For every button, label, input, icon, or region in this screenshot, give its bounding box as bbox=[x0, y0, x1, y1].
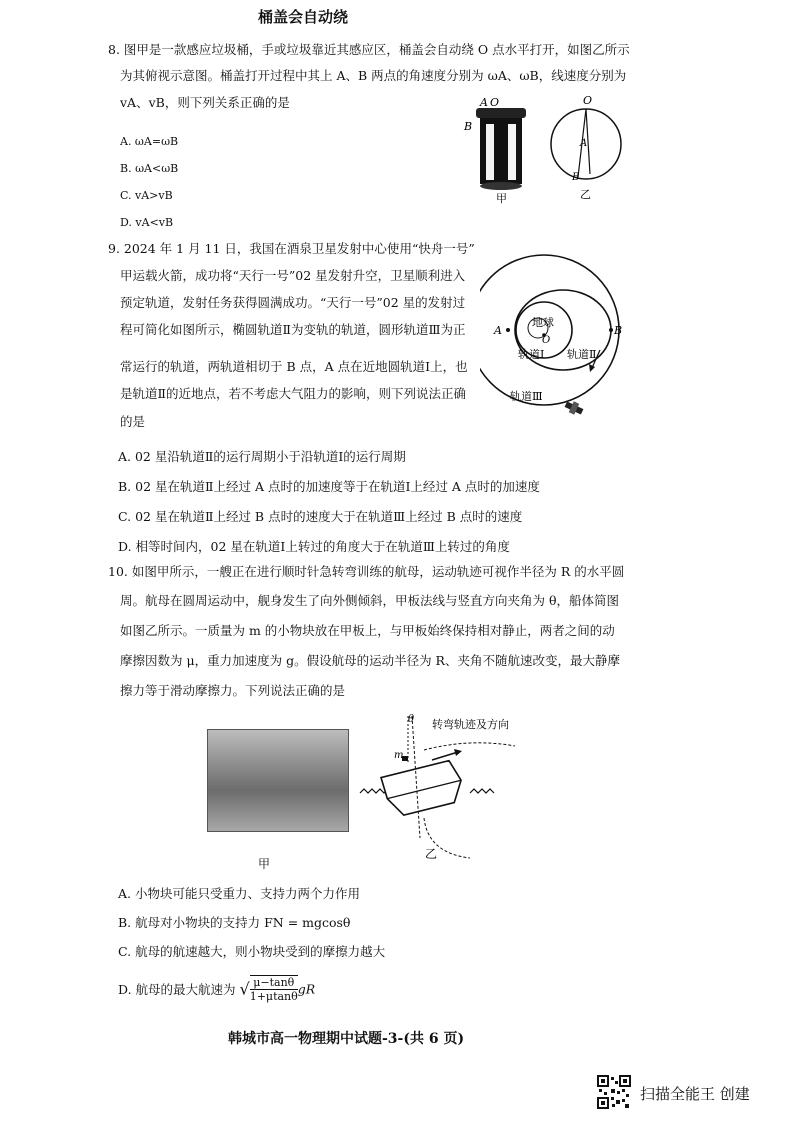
q10-line-2: 周。航母在圆周运动中，舰身发生了向外侧倾斜，甲板法线与竖直方向夹角为 θ，船体简图 bbox=[120, 593, 620, 608]
q9-option-d: D. 相等时间内，02 星在轨道Ⅰ上转过的角度大于在轨道Ⅲ上转过的角度 bbox=[118, 539, 510, 554]
q10-option-b: B. 航母对小物块的支持力 FN = mgcosθ bbox=[118, 915, 351, 930]
q8-label-a-yi: A bbox=[580, 138, 588, 149]
q9-label-orbit2: 轨道Ⅱ bbox=[567, 348, 597, 361]
q9-label-b: B bbox=[614, 324, 623, 337]
q8-caption-yi: 乙 bbox=[580, 188, 591, 200]
q9-option-c: C. 02 星在轨道Ⅱ上经过 B 点时的速度大于在轨道Ⅲ上经过 B 点时的速度 bbox=[118, 509, 523, 524]
q9-label-orbit3: 轨道Ⅲ bbox=[510, 390, 543, 403]
q9-line-6: 是轨道Ⅱ的近地点，若不考虑大气阻力的影响，则下列说法正确 bbox=[120, 386, 466, 401]
q8-figure-jia bbox=[462, 94, 542, 206]
page-footer: 韩城市高一物理期中试题-3-(共 6 页) bbox=[228, 1031, 465, 1047]
q10-line-4: 摩擦因数为 μ，重力加速度为 g。假设航母的运动半径为 R、夹角不随航速改变，最大静摩 bbox=[120, 653, 620, 668]
q9-line-3: 预定轨道，发射任务获得圆满成功。“天行一号”02 星的发射过 bbox=[120, 295, 466, 310]
q8-label-a-jia: A bbox=[480, 96, 488, 109]
q8-line-2: 为其俯视示意图。桶盖打开过程中其上 A、B 两点的角速度分别为 ωA、ωB，线速度分别为 bbox=[120, 68, 627, 83]
q8-line-3: vA、vB，则下列关系正确的是 bbox=[120, 95, 290, 110]
q10-option-d-formula: √ $\frac{\mu-\tan\theta}{1+\mu\tan\theta}$ gR bbox=[239, 976, 316, 1004]
q10-label-turn: 转弯轨迹及方向 bbox=[432, 718, 509, 731]
q9-line-1: 9. 2024 年 1 月 11 日，我国在酒泉卫星发射中心使用“快舟一号” bbox=[108, 241, 475, 256]
q8-label-o-jia: O bbox=[490, 96, 500, 109]
q9-line-4: 程可简化如图所示，椭圆轨道Ⅱ为变轨的轨道，圆形轨道Ⅲ为正 bbox=[120, 322, 466, 337]
q8-label-b-yi: B bbox=[572, 172, 580, 183]
q10-option-c: C. 航母的航速越大，则小物块受到的摩擦力越大 bbox=[118, 944, 386, 959]
q8-option-a: A. ωA=ωB bbox=[120, 135, 179, 148]
q9-orbit-figure bbox=[480, 240, 640, 430]
q9-label-orbit1: 轨道Ⅰ bbox=[518, 348, 545, 361]
q10-carrier-photo bbox=[207, 729, 349, 832]
ship-hull bbox=[381, 759, 466, 818]
q10-line-1: 10. 如图甲所示，一艘正在进行顺时针急转弯训练的航母，运动轨迹可视作半径为 R 的水平圆 bbox=[108, 564, 625, 579]
q10-line-3: 如图乙所示。一质量为 m 的小物块放在甲板上，与甲板始终保持相对静止，两者之间的动 bbox=[120, 623, 615, 638]
q9-line-2: 甲运载火箭，成功将“天行一号”02 星发射升空，卫星顺利进入 bbox=[120, 268, 466, 283]
q10-option-d bbox=[118, 975, 315, 1003]
q8-option-c: C. vA>vB bbox=[120, 189, 173, 202]
q8-label-o-yi: O bbox=[583, 94, 593, 107]
q10-ship-diagram bbox=[350, 708, 530, 868]
scanner-watermark: 扫描全能王 创建 bbox=[640, 1085, 750, 1103]
q10-option-a: A. 小物块可能只受重力、支持力两个力作用 bbox=[118, 886, 360, 901]
q10-label-theta: θ bbox=[408, 714, 415, 725]
q8-caption-jia: 甲 bbox=[496, 192, 507, 205]
q8-line-1: 8. 图甲是一款感应垃圾桶，手或垃圾靠近其感应区，桶盖会自动绕 O 点水平打开，如图乙所示 bbox=[108, 42, 630, 57]
q10-caption-jia: 甲 bbox=[258, 857, 271, 871]
q8-label-b-jia: B bbox=[464, 120, 473, 133]
qr-code-icon bbox=[597, 1075, 631, 1109]
q10-option-d-den: 1+μtanθ bbox=[249, 990, 298, 1004]
q8-figure-yi bbox=[548, 94, 628, 200]
q10-line-5: 擦力等于滑动摩擦力。下列说法正确的是 bbox=[120, 683, 346, 698]
q9-label-o: O bbox=[542, 335, 551, 346]
q10-caption-yi: 乙 bbox=[425, 847, 438, 861]
q10-option-d-prefix: D. 航母的最大航速为 bbox=[118, 982, 236, 998]
q10-option-d-num: μ−tanθ bbox=[250, 976, 298, 990]
q9-line-7: 的是 bbox=[120, 414, 146, 429]
q8-option-d: D. vA<vB bbox=[120, 216, 174, 229]
q9-line-5: 常运行的轨道，两轨道相切于 B 点，A 点在近地圆轨道Ⅰ上，也 bbox=[120, 359, 468, 374]
q9-label-a: A bbox=[494, 324, 502, 337]
q8-option-b: B. ωA<ωB bbox=[120, 162, 179, 175]
q9-option-b: B. 02 星在轨道Ⅱ上经过 A 点时的加速度等于在轨道Ⅰ上经过 A 点时的加速度 bbox=[118, 479, 540, 494]
q9-label-earth: 地球 bbox=[532, 316, 554, 329]
q10-option-d-suffix: gR bbox=[297, 981, 316, 997]
header-fragment: 桶盖会自动绕 bbox=[258, 8, 349, 26]
q9-option-a: A. 02 星沿轨道Ⅱ的运行周期小于沿轨道Ⅰ的运行周期 bbox=[118, 449, 406, 464]
q10-label-m: m bbox=[394, 750, 404, 761]
